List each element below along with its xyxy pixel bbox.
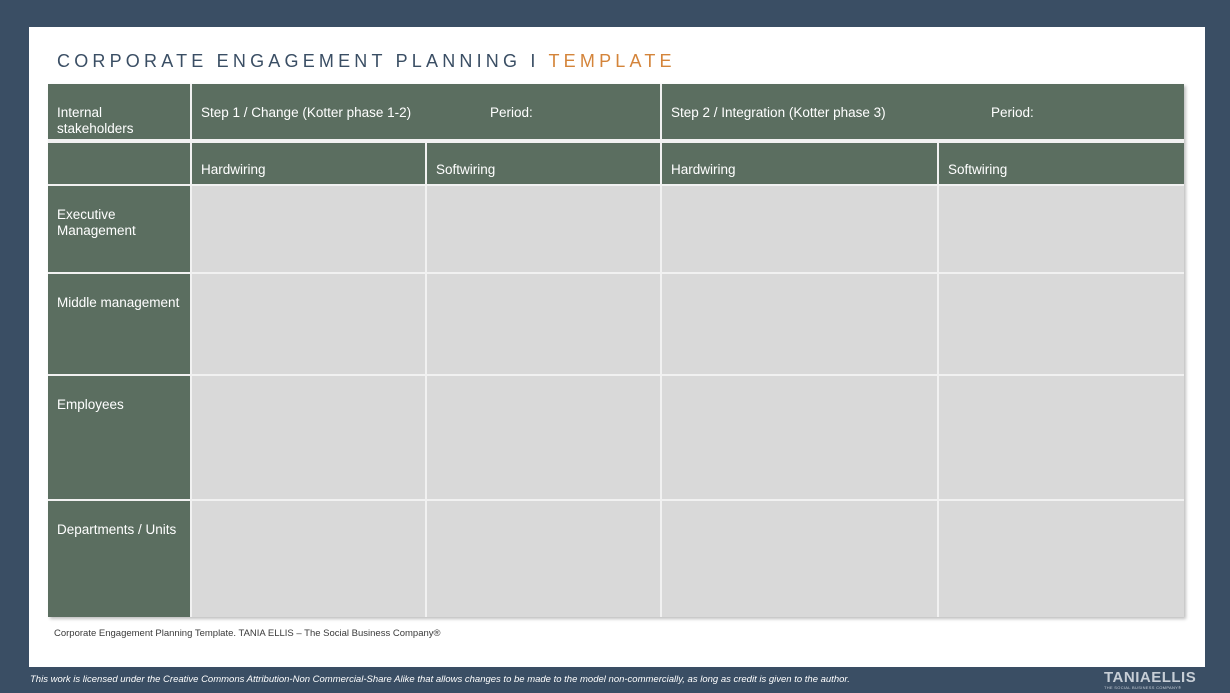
subheader-cell bbox=[192, 143, 425, 184]
table-cell[interactable] bbox=[427, 376, 660, 499]
corner-header-cell bbox=[48, 84, 190, 139]
brand-logo bbox=[1104, 670, 1208, 690]
table-cell[interactable] bbox=[427, 501, 660, 617]
row-header-cell bbox=[48, 186, 190, 272]
table-cell[interactable] bbox=[662, 501, 937, 617]
table-cell[interactable] bbox=[662, 186, 937, 272]
subheader-cell bbox=[939, 143, 1184, 184]
table-cell[interactable] bbox=[939, 186, 1184, 272]
step-1-header-cell bbox=[192, 84, 660, 139]
title-accent: TEMPLATE bbox=[548, 51, 676, 71]
subheader-cell bbox=[662, 143, 937, 184]
table-cell[interactable] bbox=[939, 376, 1184, 499]
table-cell[interactable] bbox=[427, 186, 660, 272]
logo-tagline: THE SOCIAL BUSINESS COMPANY® bbox=[1104, 685, 1182, 690]
row-header-cell bbox=[48, 274, 190, 374]
slide bbox=[29, 27, 1205, 667]
corner-label: Internal stakeholders bbox=[57, 105, 134, 136]
table-cell[interactable] bbox=[662, 376, 937, 499]
table-cell[interactable] bbox=[939, 274, 1184, 374]
step-2-label: Step 2 / Integration (Kotter phase 3) bbox=[671, 105, 886, 120]
subheader-cell bbox=[427, 143, 660, 184]
subheader-label: Softwiring bbox=[948, 162, 1008, 177]
title-main: CORPORATE ENGAGEMENT PLANNING bbox=[57, 51, 522, 71]
logo-text: TANIAELLIS bbox=[1104, 669, 1197, 686]
row-label: Departments / Units bbox=[57, 522, 177, 537]
caption: Corporate Engagement Planning Template. TANIA ELLIS – The Social Business Company® bbox=[54, 628, 441, 639]
license-notice: This work is licensed under the Creative Commons Attribution-Non Commercial-Share Alike that allows changes to be made to the model non-commercially, as long as credit is given to the author. bbox=[30, 674, 850, 685]
table-cell[interactable] bbox=[662, 274, 937, 374]
step-2-header-cell bbox=[662, 84, 1184, 139]
table-cell[interactable] bbox=[427, 274, 660, 374]
step-2-period-label: Period: bbox=[991, 105, 1034, 120]
subheader-label: Softwiring bbox=[436, 162, 496, 177]
row-label: Employees bbox=[57, 397, 124, 412]
step-1-label: Step 1 / Change (Kotter phase 1-2) bbox=[201, 105, 412, 120]
table-cell[interactable] bbox=[192, 376, 425, 499]
subheader-blank-cell bbox=[48, 143, 190, 184]
table-cell[interactable] bbox=[192, 274, 425, 374]
table-cell[interactable] bbox=[192, 501, 425, 617]
engagement-planning-table bbox=[48, 84, 1184, 617]
table-cell[interactable] bbox=[939, 501, 1184, 617]
title-separator: I bbox=[521, 51, 549, 71]
row-label: Middle management bbox=[57, 295, 180, 310]
table-cell[interactable] bbox=[192, 186, 425, 272]
row-header-cell bbox=[48, 501, 190, 617]
row-label: Executive Management bbox=[57, 207, 136, 238]
row-header-cell bbox=[48, 376, 190, 499]
subheader-label: Hardwiring bbox=[201, 162, 266, 177]
page-title bbox=[57, 51, 676, 72]
step-1-period-label: Period: bbox=[490, 105, 533, 120]
subheader-label: Hardwiring bbox=[671, 162, 736, 177]
